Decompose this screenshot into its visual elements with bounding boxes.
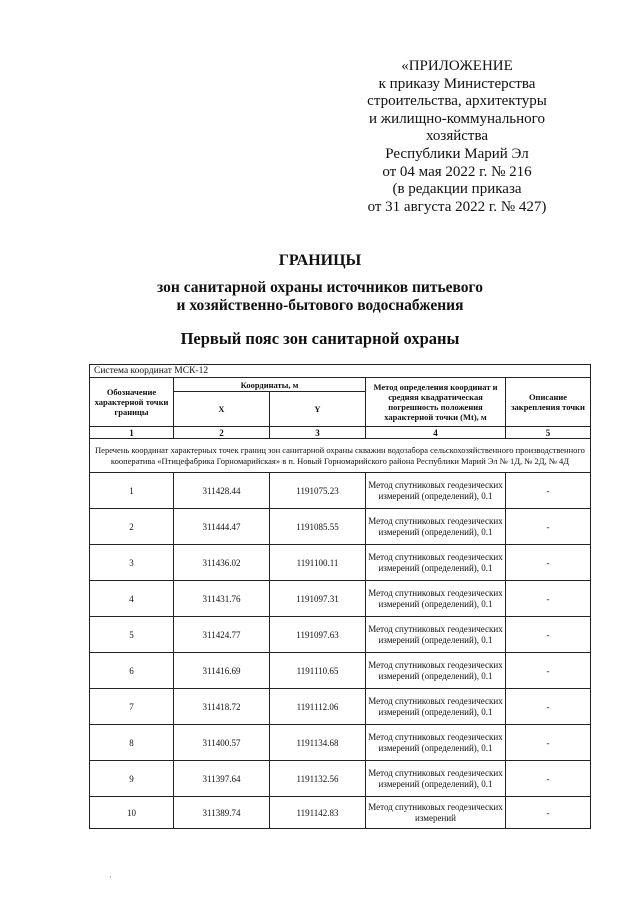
appendix-line: к приказу Министерства [378, 75, 536, 92]
header-x: X [174, 392, 270, 427]
table-row [90, 653, 591, 689]
header-point: Обозначение характерной точки границы [90, 378, 174, 427]
method-cell: Метод спутниковых геодезических измерений (определений), 0.1 [366, 761, 506, 797]
fixing-cell: - [506, 797, 591, 829]
appendix-line: от 04 мая 2022 г. № 216 [382, 163, 532, 180]
fixing-cell: - [506, 689, 591, 725]
header-coordinates: Координаты, м [174, 378, 366, 392]
fixing-cell: - [506, 653, 591, 689]
coordinates-table [89, 364, 591, 829]
fixing-cell: - [506, 581, 591, 617]
scan-mark: · [109, 873, 112, 882]
x-coordinate: 311436.02 [174, 545, 270, 581]
appendix-header [352, 58, 562, 216]
point-number: 10 [90, 797, 174, 829]
y-coordinate: 1191097.63 [270, 617, 366, 653]
point-number: 6 [90, 653, 174, 689]
x-coordinate: 311389.74 [174, 797, 270, 829]
y-coordinate: 1191075.23 [270, 473, 366, 509]
column-number: 2 [174, 427, 270, 439]
table-row [90, 473, 591, 509]
table-row [90, 797, 591, 829]
table-row [90, 617, 591, 653]
method-cell: Метод спутниковых геодезических измерений (определений), 0.1 [366, 725, 506, 761]
appendix-line: от 31 августа 2022 г. № 427) [367, 198, 547, 215]
y-coordinate: 1191134.68 [270, 725, 366, 761]
table-row [90, 725, 591, 761]
point-number: 5 [90, 617, 174, 653]
method-cell: Метод спутниковых геодезических измерений [366, 797, 506, 829]
table-row [90, 545, 591, 581]
y-coordinate: 1191085.55 [270, 509, 366, 545]
coordinate-system-label: Система координат МСК-12 [90, 365, 591, 378]
document-subtitle [0, 279, 640, 315]
y-coordinate: 1191112.06 [270, 689, 366, 725]
table-row [90, 689, 591, 725]
fixing-cell: - [506, 509, 591, 545]
appendix-line: и жилищно-коммунального [369, 110, 545, 127]
point-number: 1 [90, 473, 174, 509]
appendix-line: хозяйства [425, 128, 489, 145]
subtitle-line-2: и хозяйственно-бытового водоснабжения [176, 297, 464, 314]
document-title: ГРАНИЦЫ [278, 252, 362, 269]
zone-heading: Первый пояс зон санитарной охраны [180, 329, 460, 348]
subtitle-line-1: зон санитарной охраны источников питьевого [157, 279, 483, 296]
point-number: 3 [90, 545, 174, 581]
point-number: 7 [90, 689, 174, 725]
header-fixing: Описание закрепления точки [506, 378, 591, 427]
column-number: 5 [506, 427, 591, 439]
x-coordinate: 311428.44 [174, 473, 270, 509]
x-coordinate: 311400.57 [174, 725, 270, 761]
fixing-cell: - [506, 545, 591, 581]
header-y: Y [270, 392, 366, 427]
method-cell: Метод спутниковых геодезических измерений (определений), 0.1 [366, 581, 506, 617]
table-row [90, 761, 591, 797]
column-number: 4 [366, 427, 506, 439]
x-coordinate: 311418.72 [174, 689, 270, 725]
fixing-cell: - [506, 473, 591, 509]
fixing-cell: - [506, 617, 591, 653]
appendix-line: строительства, архитектуры [367, 93, 547, 110]
point-number: 2 [90, 509, 174, 545]
method-cell: Метод спутниковых геодезических измерений (определений), 0.1 [366, 473, 506, 509]
table-row [90, 581, 591, 617]
y-coordinate: 1191132.56 [270, 761, 366, 797]
fixing-cell: - [506, 725, 591, 761]
method-cell: Метод спутниковых геодезических измерений (определений), 0.1 [366, 689, 506, 725]
point-number: 8 [90, 725, 174, 761]
method-cell: Метод спутниковых геодезических измерений (определений), 0.1 [366, 545, 506, 581]
x-coordinate: 311444.47 [174, 509, 270, 545]
method-cell: Метод спутниковых геодезических измерений (определений), 0.1 [366, 653, 506, 689]
x-coordinate: 311397.64 [174, 761, 270, 797]
x-coordinate: 311424.77 [174, 617, 270, 653]
column-number: 1 [90, 427, 174, 439]
method-cell: Метод спутниковых геодезических измерений (определений), 0.1 [366, 617, 506, 653]
column-numbers-row [90, 427, 591, 439]
x-coordinate: 311431.76 [174, 581, 270, 617]
y-coordinate: 1191142.83 [270, 797, 366, 829]
x-coordinate: 311416.69 [174, 653, 270, 689]
object-description: Перечень координат характерных точек границ зон санитарной охраны скважин водозабора сельскохозяйственного производственного кооператива «Птицефабрика Горномарийская» в п. Новый Горномарийского района Республики Марий Эл № 1Д, № 2Д, № 4Д [90, 439, 591, 473]
method-cell: Метод спутниковых геодезических измерений (определений), 0.1 [366, 509, 506, 545]
y-coordinate: 1191097.31 [270, 581, 366, 617]
column-number: 3 [270, 427, 366, 439]
appendix-line: Республики Марий Эл [385, 145, 529, 162]
header-method: Метод определения координат и средняя квадратическая погрешность положения характерной точки (Mt), м [366, 378, 506, 427]
point-number: 9 [90, 761, 174, 797]
point-number: 4 [90, 581, 174, 617]
fixing-cell: - [506, 761, 591, 797]
y-coordinate: 1191100.11 [270, 545, 366, 581]
appendix-line: «ПРИЛОЖЕНИЕ [401, 58, 513, 74]
table-row [90, 509, 591, 545]
y-coordinate: 1191110.65 [270, 653, 366, 689]
appendix-line: (в редакции приказа [392, 181, 522, 198]
